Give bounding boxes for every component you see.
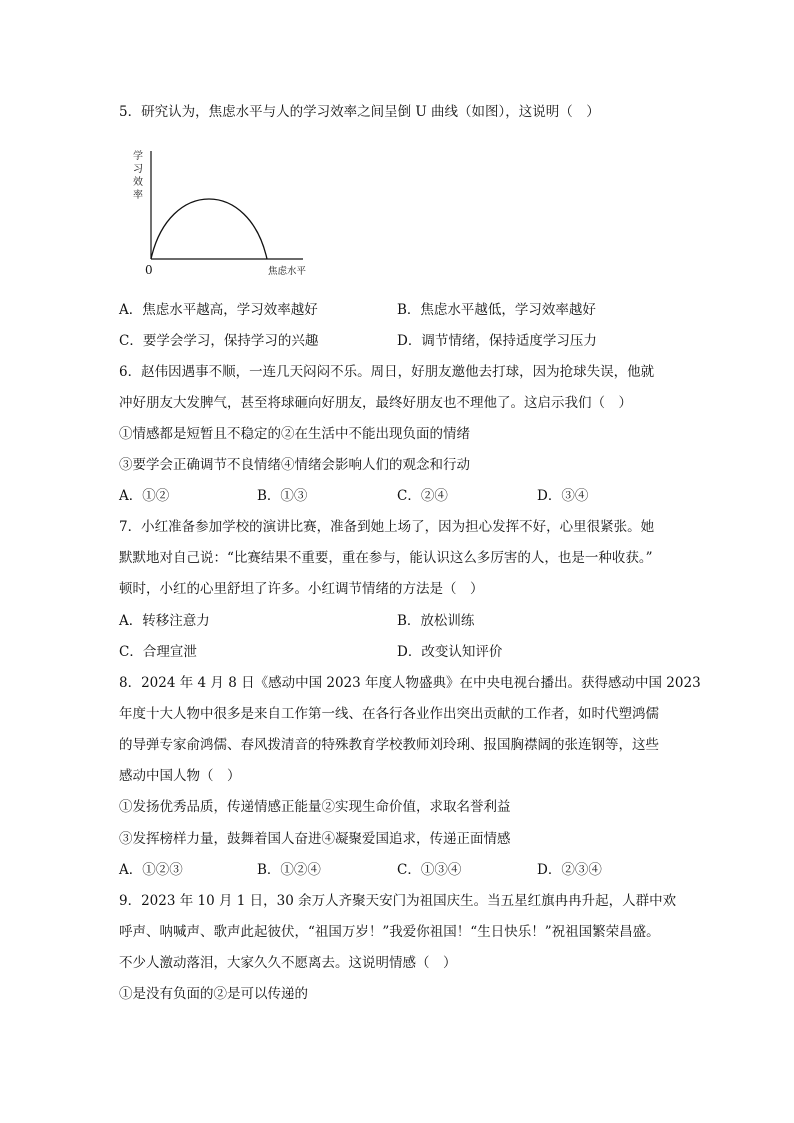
q8-stem-line: 的导弹专家俞鸿儒、春风拨清音的特殊教育学校教师刘玲琍、报国胸襟阔的张连钢等，这些	[119, 737, 659, 753]
q8-stem-line: 8．2024 年 4 月 8 日《感动中国 2023 年度人物盛典》在中央电视台播出。获得感动中国 2023	[119, 675, 701, 691]
q8-statements: ①发扬优秀品质，传递情感正能量②实现生命价值，求取名誉利益	[119, 799, 511, 815]
q7-option-a[interactable]: A．转移注意力	[119, 613, 210, 629]
q5-option-b[interactable]: B．焦虑水平越低，学习效率越好	[397, 302, 596, 318]
q6-statements: ①情感都是短暂且不稳定的②在生活中不能出现负面的情绪	[119, 426, 470, 442]
q9-stem-line: 9．2023 年 10 月 1 日，30 余万人齐聚天安门为祖国庆生。当五星红旗冉冉升起，人群中欢	[119, 893, 677, 909]
q5-option-a[interactable]: A．焦虑水平越高，学习效率越好	[119, 302, 318, 318]
x-axis-label: 焦虑水平	[268, 266, 307, 277]
q6-stem-line: 6．赵伟因遇事不顺，一连几天闷闷不乐。周日，好朋友邀他去打球，因为抢球失误，他就	[119, 364, 655, 380]
q7-option-d[interactable]: D．改变认知评价	[397, 644, 503, 660]
q6-statements: ③要学会正确调节不良情绪④情绪会影响人们的观念和行动	[119, 457, 470, 473]
q5-option-c[interactable]: C．要学会学习，保持学习的兴趣	[119, 333, 319, 349]
y-axis-label-char: 习	[133, 164, 143, 175]
origin-label: 0	[145, 263, 153, 277]
inverted-u-curve-figure	[125, 145, 325, 280]
y-axis-label-char: 率	[133, 190, 143, 201]
q6-option-a[interactable]: A．①②	[119, 488, 170, 504]
q5-stem: 5．研究认为，焦虑水平与人的学习效率之间呈倒 U 曲线（如图），这说明（ ）	[119, 104, 600, 120]
q8-option-d[interactable]: D．②③④	[537, 862, 602, 878]
q6-option-c[interactable]: C．②④	[397, 488, 448, 504]
q7-stem-line: 顿时，小红的心里舒坦了许多。小红调节情绪的方法是（ ）	[119, 581, 484, 597]
q8-option-a[interactable]: A．①②③	[119, 862, 183, 878]
q9-stem-line: 不少人激动落泪，大家久久不愿离去。这说明情感（ ）	[119, 955, 457, 971]
q7-stem-line: 7．小红准备参加学校的演讲比赛，准备到她上场了，因为担心发挥不好，心里很紧张。她	[119, 519, 655, 535]
y-axis-label-char: 学	[133, 151, 143, 162]
q6-stem-line: 冲好朋友大发脾气，甚至将球砸向好朋友，最终好朋友也不理他了。这启示我们（ ）	[119, 395, 632, 411]
q8-option-b[interactable]: B．①②④	[257, 862, 321, 878]
q9-stem-line: 呼声、呐喊声、歌声此起彼伏，“祖国万岁！”我爱你祖国！“生日快乐！”祝祖国繁荣昌盛。	[119, 924, 660, 940]
q9-statements: ①是没有负面的②是可以传递的	[119, 986, 308, 1002]
q7-stem-line: 默默地对自己说：“比赛结果不重要，重在参与，能认识这么多厉害的人，也是一种收获。”	[119, 550, 653, 566]
q5-option-d[interactable]: D．调节情绪，保持适度学习压力	[397, 333, 597, 349]
q6-option-d[interactable]: D．③④	[537, 488, 589, 504]
q6-option-b[interactable]: B．①③	[257, 488, 308, 504]
q8-stem-line: 年度十大人物中很多是来自工作第一线、在各行各业作出突出贡献的工作者，如时代塑鸿儒	[119, 706, 659, 722]
q7-option-c[interactable]: C．合理宣泄	[119, 644, 197, 660]
y-axis-label-char: 效	[133, 177, 143, 188]
q8-option-c[interactable]: C．①③④	[397, 862, 462, 878]
q7-option-b[interactable]: B．放松训练	[397, 613, 475, 629]
q8-statements: ③发挥榜样力量，鼓舞着国人奋进④凝聚爱国追求，传递正面情感	[119, 831, 511, 847]
inverted-u-curve	[151, 199, 267, 259]
q8-stem-line: 感动中国人物（ ）	[119, 768, 241, 784]
